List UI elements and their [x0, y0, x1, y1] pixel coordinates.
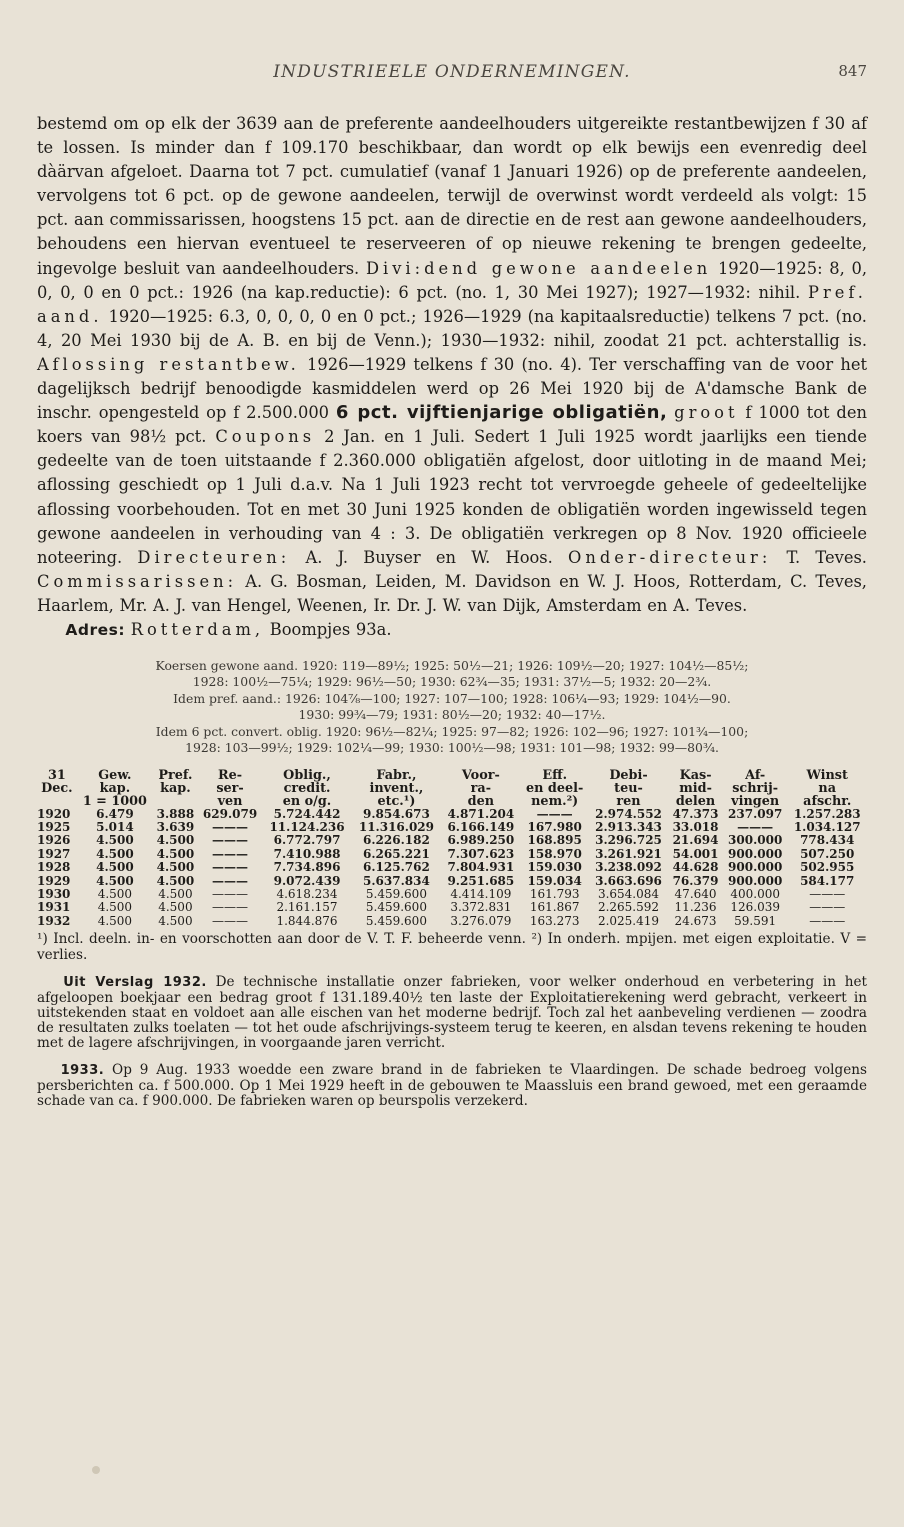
table-cell: 59.591: [734, 913, 777, 928]
address-line: [37, 618, 867, 642]
koersen-line: Idem 6 pct. convert. oblig. 1920: 96½—82¼; 1925: 97—82; 1926: 102—96; 1927: 101¾—100;: [155, 723, 749, 739]
table-cell: 2.025.419: [597, 913, 660, 928]
table-header-cell: en deel-: [526, 780, 584, 796]
table-cell: 4.500: [158, 886, 193, 901]
table-cell: 6.125.762: [363, 860, 430, 875]
page-header: [37, 62, 867, 86]
label-1933: 1933.: [60, 1063, 105, 1079]
table-header-cell: schrij-: [732, 780, 779, 796]
table-cell: 900.000: [728, 860, 783, 875]
table-cell: 5.014: [96, 819, 134, 834]
table-cell: 6.772.797: [273, 833, 341, 848]
note-1933-paragraph: [37, 1063, 867, 1109]
table-cell: 4.500: [97, 886, 133, 901]
table-header-cell: Winst: [806, 767, 848, 783]
table-footnote: ¹) Incl. deeln. in- en voorschotten aan door de V. T. F. beheerde venn. ²) In onderh. mpijen. met eigen exploitatie. V = verlies.: [37, 931, 867, 963]
table-header-cell: Gew.: [98, 767, 132, 783]
table-cell: 126.039: [730, 900, 780, 915]
table-header: [37, 769, 867, 808]
label-aflossing: Aflossing restantbew.: [37, 354, 300, 374]
table-header-cell: teu-: [614, 780, 643, 796]
table-cell: ———: [212, 873, 249, 888]
table-cell: 1928: [37, 860, 71, 875]
table-cell: 237.097: [728, 806, 783, 821]
note-1933-text: Op 9 Aug. 1933 woedde een zware brand in de fabrieken te Vlaardingen. De schade bedroeg volgens persberichten ca. f 500.000. Op 1 Mei 1929 heeft in de gebouwen te Maassluis een brand gewoed, met een geraamde schade van ca. f 900.000. De fabrieken waren op beurspolis verzekerd.: [37, 1062, 868, 1109]
text-clause: A. J. Buyser en W. Hoos.: [305, 547, 553, 567]
table-row: [37, 888, 867, 901]
table-cell: 7.804.931: [447, 860, 515, 875]
table-cell: 5.459.600: [365, 900, 427, 915]
label-adres: Adres:: [65, 620, 126, 639]
table-row: [37, 808, 867, 821]
table-header-cell: vingen: [731, 793, 780, 809]
table-cell: 2.161.157: [276, 900, 338, 915]
table-cell: 21.694: [672, 833, 719, 848]
table-cell: 33.018: [672, 819, 719, 834]
table-header-cell: kap.: [160, 780, 191, 796]
table-cell: 2.913.343: [595, 819, 662, 834]
table-row: [37, 821, 867, 834]
table-header-cell: 1 = 1000: [82, 793, 147, 809]
table-row: [37, 848, 867, 861]
table-cell: 4.618.234: [276, 886, 338, 901]
table-cell: ———: [212, 860, 249, 875]
label-verslag: Uit Verslag 1932.: [63, 975, 207, 991]
table-header-cell: ra-: [470, 780, 492, 796]
table-cell: 4.500: [158, 913, 193, 928]
table-cell: 6.265.221: [363, 846, 430, 861]
table-header-row: [37, 782, 867, 795]
table-cell: 159.030: [527, 860, 582, 875]
address-street: Boompjes 93a.: [269, 619, 392, 639]
text-clause: A. G. Bosman, Leiden, M. Davidson en W. J. Hoos, Rotterdam, C. Teves, Haarlem, Mr. A. J. van Hengel, Weenen, Ir. Dr. J. W. van Dijk, Amsterdam en A. Teves.: [37, 571, 867, 615]
table-header-cell: Kas-: [679, 767, 712, 783]
table-cell: 4.500: [97, 913, 133, 928]
table-header-cell: etc.¹): [377, 793, 416, 809]
table-cell: 1.257.283: [793, 806, 861, 821]
table-cell: 9.854.673: [363, 806, 430, 821]
table-cell: 1931: [37, 900, 71, 915]
text-clause: bestemd om op elk der 3639 aan de preferente aandeelhouders uitgereikte restantbewijzen f 30 af te lossen. Is minder dan f 109.170 beschikbaar, dan wordt op elk bewijs een evenredig deel dàärvan afgeloet. Daarna tot 7 pct. cumulatief (vanaf 1 Januari 1926) op de preferente aandeelen, vervolgens tot 6 pct. op de gewone aandeelen, terwijl de overwinst wordt verdeeld als volgt: 15 pct. aan commissarissen, hoogstens 15 pct. aan de directie en de rest aan gewone aandeelhouders, behoudens een hiervan eventueel te reserveeren of op nieuwe rekening te brengen gedeelte, ingevolge besluit van aandeelhouders.: [37, 114, 867, 278]
table-cell: 1932: [37, 913, 71, 928]
table-cell: 167.980: [527, 819, 582, 834]
running-title: INDUSTRIEELE ONDERNEMINGEN.: [273, 62, 631, 82]
table-cell: 300.000: [728, 833, 783, 848]
koersen-line: Idem pref. aand.: 1926: 104⅞—100; 1927: 107—100; 1928: 106¼—93; 1929: 104½—90.: [173, 690, 731, 706]
table-cell: 3.372.831: [450, 900, 512, 915]
table-cell: 11.316.029: [358, 819, 434, 834]
table-header-cell: en o/g.: [282, 793, 332, 809]
table-cell: 900.000: [728, 873, 783, 888]
label-commissarissen: Commissarissen:: [37, 571, 238, 591]
table-cell: 4.500: [156, 873, 195, 888]
table-header-cell: den: [467, 793, 495, 809]
text-clause: 2 Jan. en 1 Juli. Sedert 1 Juli 1925 wordt jaarlijks een tiende gedeelte van de toen uitstaande f 2.360.000 obligatiën afgelost, door uitloting in de maand Mei; aflossing geschiedt op 1 Juli d.a.v. Na 1 Juli 1923 recht tot vervroegde geheele of gedeeltelijke aflossing voorbehouden. Tot en met 30 Juni 1925 konden de obligatiën worden ingewisseld tegen gewone aandeelen in verhouding van 4 : 3. De obligatiën verkregen op 8 Nov. 1920 officieele noteering.: [37, 427, 867, 567]
table-cell: 3.296.725: [595, 833, 662, 848]
table-cell: 1930: [37, 886, 71, 901]
table-cell: 163.273: [529, 913, 580, 928]
table-cell: ———: [212, 833, 249, 848]
table-cell: 76.379: [672, 873, 719, 888]
table-body: [37, 808, 867, 929]
koersen-line: 1928: 103—99½; 1929: 102¼—99; 1930: 100½—98; 1931: 101—98; 1932: 99—80¾.: [185, 740, 719, 756]
label-onderdirecteur: Onder-directeur:: [568, 547, 772, 567]
label-pref: Pref. aand.: [37, 282, 867, 326]
table-row: [37, 875, 867, 888]
text-clause: 1920—1925: 6.3, 0, 0, 0, 0 en 0 pct.; 1926—1929 (na kapitaalsreductie) telkens 7 pct. (no. 4, 20 Mei 1930 bij de A. B. en bij de Venn.); 1930—1932: nihil, zoodat 21 pct. achterstallig is.: [37, 306, 867, 350]
table-row: [37, 901, 867, 914]
table-header-cell: Eff.: [542, 767, 568, 783]
table-cell: 158.970: [527, 846, 582, 861]
table-header-cell: [37, 795, 77, 808]
table-cell: 4.500: [96, 846, 134, 861]
label-coupons: Coupons: [215, 427, 316, 447]
koersen-line: 1930: 99¾—79; 1931: 80½—20; 1932: 40—17½.: [298, 707, 606, 723]
table-cell: 9.251.685: [447, 873, 515, 888]
table-header-row: [37, 795, 867, 808]
table-cell: 502.955: [800, 860, 855, 875]
table-cell: 6.226.182: [363, 833, 430, 848]
table-cell: 2.974.552: [595, 806, 662, 821]
table-cell: 44.628: [672, 860, 719, 875]
table-header-cell: mid-: [679, 780, 712, 796]
table-cell: 400.000: [730, 886, 780, 901]
table-cell: 6.166.149: [447, 819, 515, 834]
table-cell: 4.500: [96, 860, 134, 875]
table-cell: 7.410.988: [273, 846, 341, 861]
table-cell: 1927: [37, 846, 71, 861]
table-cell: 5.459.600: [365, 913, 427, 928]
table-cell: 9.072.439: [273, 873, 341, 888]
table-cell: 4.500: [96, 873, 134, 888]
table-cell: 47.640: [674, 886, 717, 901]
table-cell: 54.001: [672, 846, 719, 861]
table-cell: 3.261.921: [595, 846, 662, 861]
table-cell: ———: [212, 846, 249, 861]
table-header-cell: ser-: [216, 780, 244, 796]
table-header-cell: credit.: [283, 780, 331, 796]
koersen-block: [37, 658, 867, 756]
table-cell: 7.307.623: [447, 846, 515, 861]
table-cell: ———: [737, 819, 774, 834]
table-header-cell: Debi-: [609, 767, 648, 783]
table-header-cell: Af-: [745, 767, 766, 783]
table-cell: 4.500: [96, 833, 134, 848]
table-cell: 4.414.109: [450, 886, 512, 901]
table-cell: 5.724.442: [273, 806, 341, 821]
table-cell: 161.867: [529, 900, 580, 915]
table-header-cell: ven: [217, 793, 243, 809]
table-cell: 3.888: [156, 806, 195, 821]
table-cell: 6.989.250: [447, 833, 515, 848]
table-cell: ———: [212, 819, 249, 834]
table-header-cell: delen: [675, 793, 716, 809]
table-row: [37, 834, 867, 847]
table-header-cell: [153, 795, 198, 808]
table-cell: ———: [212, 900, 249, 915]
table-cell: 2.265.592: [597, 900, 660, 915]
table-cell: 159.034: [527, 873, 582, 888]
table-cell: 778.434: [800, 833, 855, 848]
table-header-cell: ren: [616, 793, 641, 809]
table-cell: 4.500: [156, 846, 195, 861]
table-cell: 900.000: [728, 846, 783, 861]
table-header-cell: kap.: [99, 780, 131, 796]
body-text: [37, 112, 867, 1109]
table-cell: 507.250: [800, 846, 855, 861]
table-cell: 3.654.084: [597, 886, 660, 901]
label-groot: groot: [674, 403, 739, 423]
text-clause: f 1000 tot den koers van 98½ pct.: [37, 403, 867, 447]
table-cell: 4.871.204: [447, 806, 515, 821]
label-dividend: Divi:dend gewone aandeelen: [365, 258, 712, 278]
text-clause: 1926—1929 telkens f 30 (no. 4). Ter verschaffing van de voor het dagelijksch bedrijf benoodigde kasmiddelen werd op 26 Mei 1920 bij de A'damsche Bank de inschr. opengesteld op f 2.500.000: [37, 354, 868, 423]
financial-table: [37, 769, 867, 929]
table-cell: 7.734.896: [273, 860, 341, 875]
table-cell: 161.793: [529, 886, 580, 901]
table-cell: 3.238.092: [595, 860, 662, 875]
table-cell: 4.500: [156, 860, 195, 875]
table-cell: 5.459.600: [365, 886, 427, 901]
table-header-cell: Re-: [217, 767, 243, 783]
table-cell: 1.034.127: [793, 819, 861, 834]
table-cell: 584.177: [800, 873, 855, 888]
label-obligaties: 6 pct. vijftienjarige obligatiën,: [335, 402, 668, 424]
table-cell: 1926: [37, 833, 71, 848]
table-cell: ———: [212, 886, 249, 901]
table-cell: 6.479: [96, 806, 134, 821]
table-cell: 11.124.236: [269, 819, 345, 834]
table-cell: 1.844.876: [276, 913, 338, 928]
label-directeuren: Directeuren:: [137, 547, 291, 567]
table-header-cell: Voor-: [461, 767, 500, 783]
table-cell: 4.500: [156, 833, 195, 848]
table-header-cell: Pref.: [158, 767, 193, 783]
table-header-cell: Dec.: [41, 780, 73, 796]
main-paragraph: [37, 112, 867, 618]
table-cell: 4.500: [158, 900, 193, 915]
table-header-cell: Fabr.,: [376, 767, 417, 783]
table-cell: 1929: [37, 873, 71, 888]
table-cell: ———: [212, 913, 249, 928]
koersen-line: 1928: 100½—75¼; 1929: 96½—50; 1930: 62¾—35; 1931: 37½—5; 1932: 20—2¾.: [192, 674, 712, 690]
table-header-cell: na: [818, 780, 837, 796]
table-cell: ———: [536, 806, 573, 821]
main-section: [37, 112, 867, 642]
table-cell: 168.895: [527, 833, 582, 848]
table-cell: 4.500: [97, 900, 133, 915]
verslag-paragraph: [37, 975, 867, 1051]
table-header-cell: 31: [47, 767, 66, 783]
table-header-row: [37, 769, 867, 782]
text-clause: 1920—1925: 8, 0, 0, 0, 0 en 0 pct.: 1926 (na kap.reductie): 6 pct. (no. 1, 30 Mei 1927); 1927—1932: nihil.: [37, 258, 867, 302]
table-header-cell: afschr.: [803, 793, 852, 809]
table-cell: 5.637.834: [363, 873, 430, 888]
table-cell: ———: [809, 886, 846, 901]
address-city: Rotterdam,: [130, 619, 265, 639]
table-cell: ———: [809, 913, 846, 928]
table-header-cell: nem.²): [531, 793, 579, 809]
table-row: [37, 915, 867, 928]
verslag-text: De technische installatie onzer fabrieken, voor welker onderhoud en verbetering in het afgeloopen boekjaar een bedrag groot f 131.189.40½ ten laste der Exploitatierekening werd gebracht, verkeert in uitstekenden staat en voldoet aan alle eischen van het moderne bedrijf. Toch zal het aanbeveling verdienen — zoodra de resultaten zulks toelaten — tot het oude afschrijvings-systeem terug te keeren, en alsdan tevens rekening te houden met de lagere afschrijvingen, in voorgaande jaren verricht.: [37, 974, 867, 1052]
table-cell: 1920: [37, 806, 71, 821]
table-cell: 24.673: [674, 913, 717, 928]
table-header-cell: invent.,: [369, 780, 424, 796]
page-number: 847: [838, 62, 867, 80]
table-cell: 47.373: [672, 806, 719, 821]
paper-smudge: [92, 1466, 100, 1474]
koersen-line: Koersen gewone aand. 1920: 119—89½; 1925: 50½—21; 1926: 109½—20; 1927: 104½—85½;: [155, 658, 749, 674]
text-clause: T. Teves.: [786, 547, 867, 567]
table-cell: 629.079: [202, 806, 258, 821]
table-cell: 3.663.696: [595, 873, 662, 888]
table-cell: 3.639: [156, 819, 195, 834]
table-cell: 3.276.079: [450, 913, 512, 928]
table-header-cell: Oblig.,: [283, 767, 331, 783]
table-cell: ———: [809, 900, 846, 915]
notes-section: [37, 975, 867, 1109]
table-cell: 11.236: [674, 900, 717, 915]
table-cell: 1925: [37, 819, 71, 834]
table-row: [37, 861, 867, 874]
